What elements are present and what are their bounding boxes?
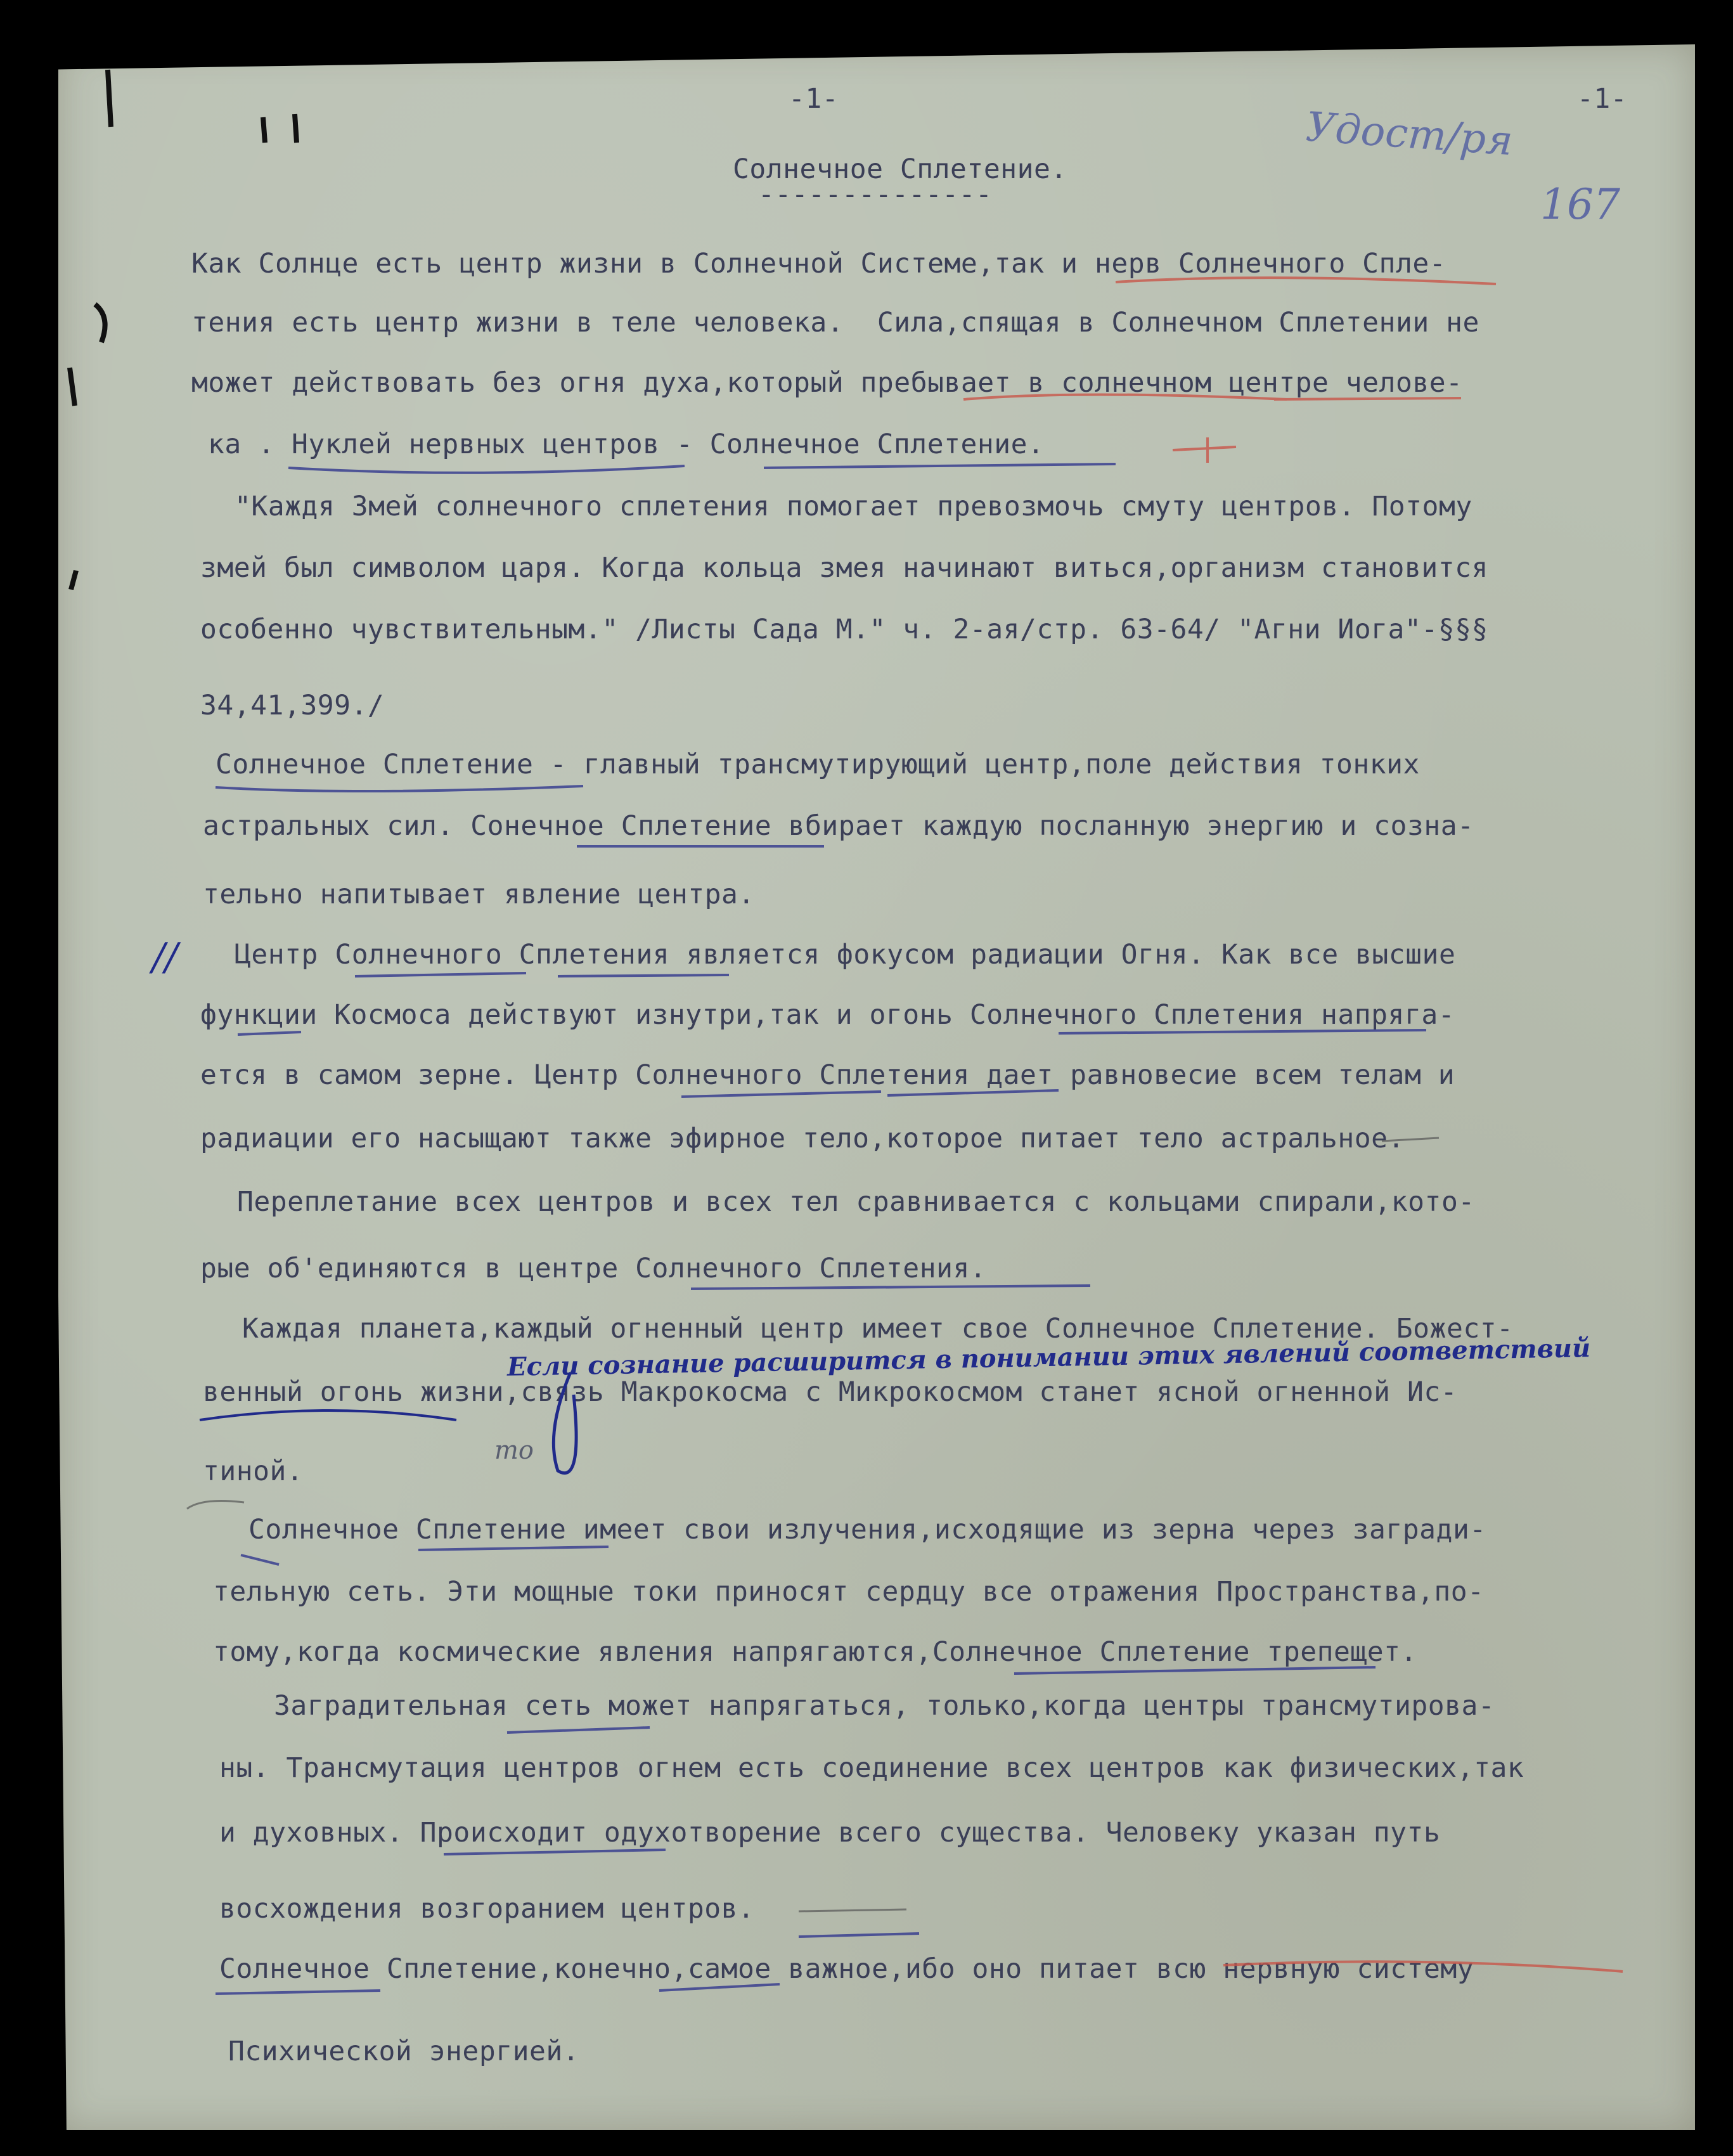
- handwritten-insertion-end: то: [494, 1436, 534, 1465]
- text-line: Психической энергией.: [228, 2036, 580, 2067]
- text-line: ны. Трансмутация центров огнем есть соединение всех центров как физических,так: [219, 1752, 1524, 1784]
- text-line: Как Солнце есть центр жизни в Солнечной Системе,так и нерв Солнечного Спле-: [191, 248, 1446, 280]
- text-line: функции Космоса действуют изнутри,так и огонь Солнечного Сплетения напряга-: [200, 999, 1455, 1031]
- text-line: особенно чувствительным." /Листы Сада М." ч. 2-ая/стр. 63-64/ "Агни Иога"-§§§: [200, 614, 1488, 645]
- text-line: 34,41,399./: [200, 690, 385, 721]
- text-line: Каждая планета,каждый огненный центр имеет свое Солнечное Сплетение. Божест-: [242, 1313, 1514, 1345]
- handwritten-corner-note: Удост/ря: [1304, 103, 1514, 165]
- text-line: тиной.: [203, 1456, 304, 1487]
- text-line: тения есть центр жизни в теле человека. Сила,спящая в Солнечном Сплетении не: [191, 307, 1479, 339]
- margin-mark: //: [152, 935, 178, 979]
- text-line: ка . Нуклей нервных центров - Солнечное Сплетение.: [208, 429, 1045, 460]
- text-line: ется в самом зерне. Центр Солнечного Сплетения дает равновесие всем телам и: [200, 1059, 1455, 1091]
- text-line: астральных сил. Сонечное Сплетение вбирает каждую посланную энергию и созна-: [203, 810, 1474, 842]
- text-line: рые об'единяются в центре Солнечного Сплетения.: [200, 1253, 987, 1284]
- text-line: венный огонь жизни,связь Макрокосма с Микрокосмом станет ясной огненной Ис-: [203, 1376, 1458, 1408]
- text-line: Центр Солнечного Сплетения является фокусом радиации Огня. Как все высшие: [235, 939, 1456, 971]
- page-title: Солнечное Сплетение.: [733, 153, 1067, 185]
- archive-number: 167: [1540, 180, 1620, 229]
- text-line: тельно напитывает явление центра.: [203, 879, 755, 910]
- text-line: тельную сеть. Эти мощные токи приносят сердцу все отражения Пространства,по-: [213, 1576, 1485, 1608]
- title-underline: --------------: [758, 179, 993, 210]
- text-line: тому,когда космические явления напрягаются,Солнечное Сплетение трепещет.: [213, 1636, 1417, 1668]
- text-line: змей был символом царя. Когда кольца змея начинают виться,организм становится: [200, 552, 1488, 584]
- text-line: радиации его насыщают также эфирное тело,которое питает тело астральное.: [200, 1123, 1405, 1154]
- text-line: Солнечное Сплетение - главный трансмутирующий центр,поле действия тонких: [216, 749, 1420, 780]
- page-number-right: -1-: [1577, 83, 1628, 115]
- text-line: восхождения возгоранием центров.: [219, 1893, 755, 1925]
- binding-marks: [70, 70, 297, 590]
- text-line: Заградительная сеть может напрягаться, только,когда центры трансмутирова-: [274, 1690, 1495, 1722]
- text-line: и духовных. Происходит одухотворение всего существа. Человеку указан путь: [219, 1817, 1441, 1849]
- page-number-left: -1-: [789, 83, 839, 115]
- handwritten-insertion: Если сознание расширится в понимании этих явлений соответствий: [506, 1333, 1591, 1382]
- text-line: Переплетание всех центров и всех тел сравнивается с кольцами спирали,кото-: [237, 1186, 1475, 1218]
- text-line: может действовать без огня духа,который пребывает в солнечном центре челове-: [191, 367, 1463, 399]
- text-line: Солнечное Сплетение,конечно,самое важное,ибо оно питает всю нервную систему: [219, 1953, 1474, 1985]
- text-line: Солнечное Сплетение имеет свои излучения,исходящие из зерна через загради-: [248, 1514, 1486, 1546]
- text-line: "Каждя Змей солнечного сплетения помогает превозмочь смуту центров. Потому: [235, 491, 1472, 522]
